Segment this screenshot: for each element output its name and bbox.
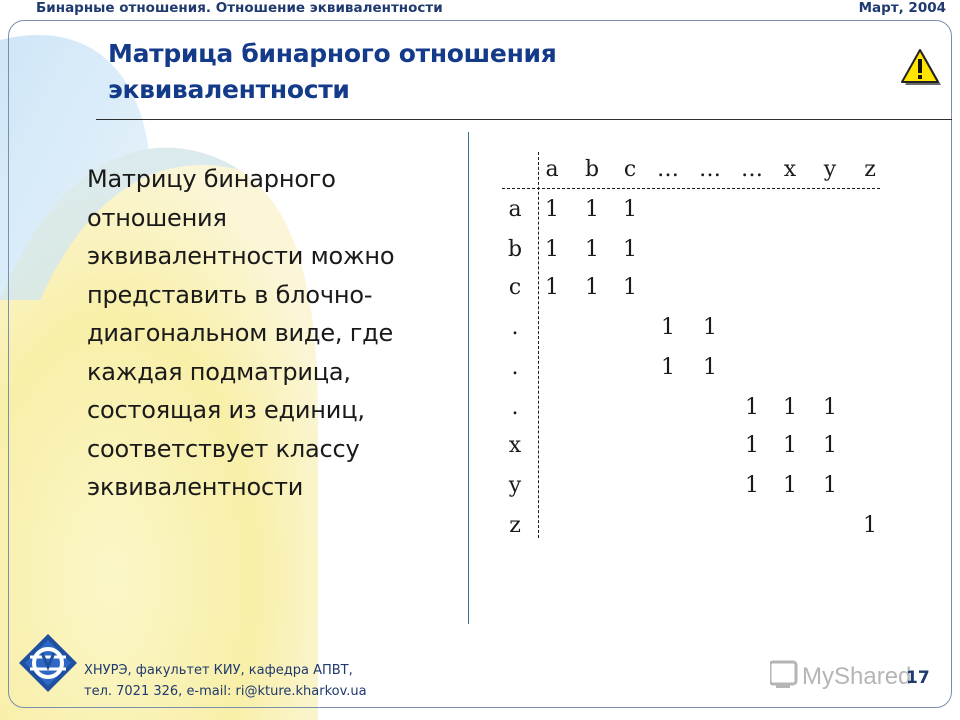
- matrix-cell: 1: [545, 275, 559, 300]
- matrix-cell: 1: [545, 197, 559, 222]
- body-line: эквивалентности можно: [87, 242, 395, 270]
- matrix-row-header: .: [511, 395, 519, 420]
- matrix-column-header: …: [699, 157, 721, 182]
- matrix-cell: 1: [823, 473, 837, 498]
- matrix-column-header: z: [864, 157, 876, 182]
- matrix-cell: 1: [783, 395, 797, 420]
- page-number: 17: [906, 668, 930, 688]
- matrix-cell: 1: [863, 513, 877, 538]
- slide-title-line-1: Матрица бинарного отношения: [108, 39, 557, 68]
- matrix-cell: 1: [623, 197, 637, 222]
- footer-faculty: ХНУРЭ, факультет КИУ, кафедра АПВТ,: [84, 663, 353, 678]
- matrix-cell: 1: [545, 237, 559, 262]
- body-line: представить в блочно-: [87, 280, 373, 309]
- matrix-cell: 1: [745, 473, 759, 498]
- title-divider: [96, 119, 952, 120]
- matrix-cell: 1: [623, 275, 637, 300]
- header-topic: Бинарные отношения. Отношение эквивалентности: [36, 0, 443, 16]
- matrix-cell: 1: [661, 315, 675, 340]
- footer-contact-line: тел. 7021 326, e-mail: ri@kture.kharkov.ua: [84, 684, 367, 699]
- matrix-row-header: z: [509, 513, 521, 538]
- body-line: эквивалентности: [87, 473, 304, 501]
- header-date: Март, 2004: [858, 0, 946, 16]
- body-line: каждая подматрица,: [87, 357, 351, 386]
- matrix-row-header: a: [508, 197, 522, 222]
- matrix-column-header: x: [783, 157, 797, 182]
- body-line: Матрицу бинарного: [87, 165, 336, 193]
- slide-title: [108, 36, 557, 108]
- body-line: отношения: [87, 203, 227, 232]
- footer-contacts: [84, 660, 367, 702]
- slide-body-text: [87, 160, 457, 507]
- slide-header: [0, 0, 960, 20]
- matrix-cell: 1: [661, 355, 675, 380]
- body-line: диагональном виде, где: [87, 319, 394, 347]
- matrix-cell: 1: [745, 395, 759, 420]
- body-line: соответствует классу: [87, 434, 360, 463]
- matrix-cell: 1: [783, 473, 797, 498]
- watermark-logo: [770, 656, 920, 696]
- matrix-row-header: .: [511, 315, 519, 340]
- matrix-cell: 1: [585, 275, 599, 300]
- matrix-cell: 1: [823, 433, 837, 458]
- university-logo: [18, 633, 78, 693]
- matrix-row-header: .: [511, 355, 519, 380]
- matrix-cell: 1: [703, 355, 717, 380]
- watermark-text: MyShared: [802, 663, 912, 690]
- matrix-column-header: b: [584, 157, 600, 182]
- slide-title-line-2: эквивалентности: [108, 75, 350, 104]
- matrix-column-header: …: [657, 157, 679, 182]
- matrix-row-header: x: [508, 433, 522, 458]
- warning-icon: [899, 48, 941, 86]
- matrix-row-header-dashed-line: [538, 152, 539, 538]
- matrix-column-header: a: [545, 157, 559, 182]
- matrix-cell: 1: [783, 433, 797, 458]
- matrix-column-header: y: [823, 157, 837, 182]
- body-line: состоящая из единиц,: [87, 396, 365, 424]
- matrix-row-header: y: [508, 473, 522, 498]
- matrix-cell: 1: [745, 433, 759, 458]
- matrix-row-header: c: [508, 275, 522, 300]
- matrix-column-header: …: [741, 157, 763, 182]
- matrix-row-header: b: [507, 237, 523, 262]
- matrix-cell: 1: [823, 395, 837, 420]
- matrix-cell: 1: [623, 237, 637, 262]
- matrix-cell: 1: [585, 237, 599, 262]
- matrix-cell: 1: [585, 197, 599, 222]
- matrix-column-header: c: [623, 157, 637, 182]
- matrix-cell: 1: [703, 315, 717, 340]
- matrix-header-dashed-line: [502, 188, 880, 189]
- column-divider: [468, 132, 469, 624]
